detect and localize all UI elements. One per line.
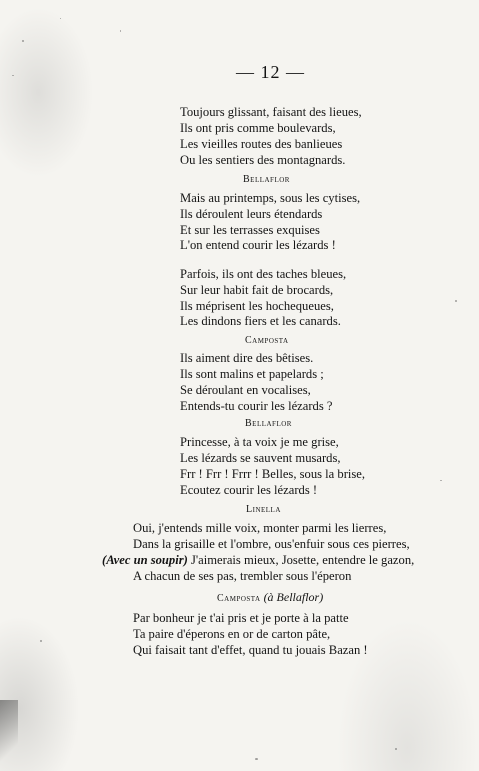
verse-line: Dans la grisaille et l'ombre, ous'enfuir sous ces pierres, <box>133 537 410 551</box>
verse-text: J'aimerais mieux, Josette, entendre le gazon, <box>190 553 415 567</box>
verse-line: Qui faisait tant d'effet, quand tu jouais Bazan ! <box>133 643 368 657</box>
verse-line: Frr ! Frr ! Frrr ! Belles, sous la brise, <box>180 467 366 481</box>
paper-speck <box>22 40 24 42</box>
verse-line: Ecoutez courir les lézards ! <box>180 483 318 497</box>
verse-line: Les lézards se sauvent musards, <box>180 451 341 465</box>
verse-line: A chacun de ses pas, trembler sous l'éperon <box>133 569 352 583</box>
paper-speck <box>120 30 121 32</box>
page-number: — 12 — <box>236 62 305 82</box>
verse-line: Ou les sentiers des montagnards. <box>180 153 346 167</box>
page-edge-shadow <box>0 700 18 771</box>
paper-speck <box>12 75 14 76</box>
verse-line: Parfois, ils ont des taches bleues, <box>180 267 347 281</box>
stage-direction: (à Bellaflor) <box>263 590 324 604</box>
verse-line: Par bonheur je t'ai pris et je porte à la patte <box>133 611 349 625</box>
verse-line: Princesse, à ta voix je me grise, <box>180 435 339 449</box>
verse-line: Les dindons fiers et les canards. <box>180 314 341 328</box>
verse-line: Ils aiment dire des bêtises. <box>180 351 314 365</box>
verse-line: Ils méprisent les hochequeues, <box>180 299 334 313</box>
verse-line: Ils ont pris comme boulevards, <box>180 121 336 135</box>
paper-speck <box>395 748 397 750</box>
speaker-name: Linella <box>246 504 281 515</box>
paper-speck <box>440 480 442 481</box>
verse-line: Mais au printemps, sous les cytises, <box>180 191 361 205</box>
stage-direction: (Avec un soupir) <box>102 553 188 567</box>
speaker-heading <box>217 590 323 605</box>
verse-line: Ils déroulent leurs étendards <box>180 207 323 221</box>
speaker-name: Bellaflor <box>243 174 290 185</box>
verse-line: Les vieilles routes des banlieues <box>180 137 343 151</box>
verse-line: Entends-tu courir les lézards ? <box>180 399 333 413</box>
verse-line: Ta paire d'éperons en or de carton pâte, <box>133 627 331 641</box>
verse-line: Ils sont malins et papelards ; <box>180 367 324 381</box>
speaker-name: Bellaflor <box>245 418 292 429</box>
speaker-name: Camposta <box>217 593 261 604</box>
verse-line: L'on entend courir les lézards ! <box>180 238 336 252</box>
paper-speck <box>60 18 61 19</box>
verse-line: Et sur les terrasses exquises <box>180 223 320 237</box>
paper-speck <box>255 758 258 760</box>
verse-line: Toujours glissant, faisant des lieues, <box>180 105 362 119</box>
verse-line: Se déroulant en vocalises, <box>180 383 311 397</box>
paper-speck <box>455 300 457 302</box>
paper-speck <box>40 640 42 642</box>
speaker-name: Camposta <box>245 335 289 346</box>
verse-line: Sur leur habit fait de brocards, <box>180 283 334 297</box>
verse-line: Oui, j'entends mille voix, monter parmi les lierres, <box>133 521 387 535</box>
verse-line-with-aside <box>102 552 414 568</box>
